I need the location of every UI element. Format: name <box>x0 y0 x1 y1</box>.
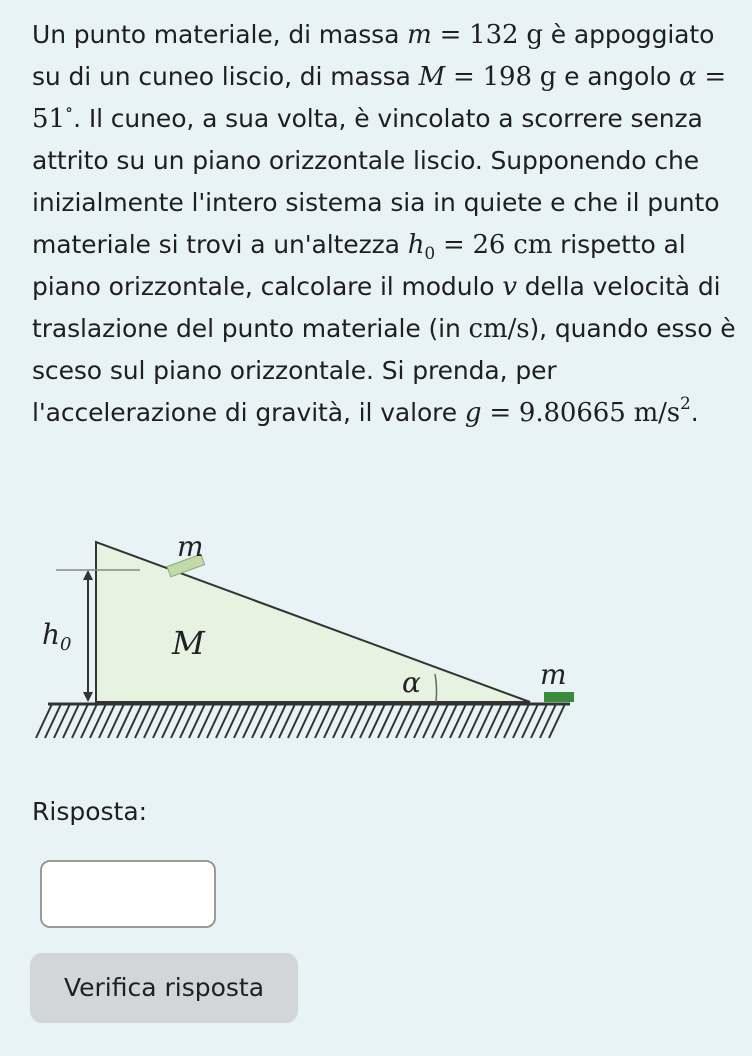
hatch-line <box>153 704 169 738</box>
hatch-line <box>495 704 511 738</box>
math-equals: = <box>442 230 465 260</box>
math-exp-2: 2 <box>680 394 691 414</box>
math-value-alpha: 51 <box>32 104 65 134</box>
problem-statement <box>32 14 747 434</box>
hatch-line <box>414 704 430 738</box>
block-on-ground <box>544 692 574 702</box>
hatch-line <box>171 704 187 738</box>
problem-text: . Il cuneo, a sua volta, è vincolato a scorrere senza attrito su un piano orizzontale liscio. Supponendo che inizialmente l'intero sistema sia in quiete e che il punto materiale si trovi a un'altezza <box>32 104 720 259</box>
math-value-g: 9.80665 <box>518 398 626 428</box>
hatch-line <box>81 704 97 738</box>
hatch-line <box>432 704 448 738</box>
label-m-top: m <box>177 530 204 563</box>
hatch-line <box>279 704 295 738</box>
math-unit-cm: cm <box>513 230 553 260</box>
hatch-line <box>162 704 178 738</box>
hatch-line <box>369 704 385 738</box>
hatch-line <box>450 704 466 738</box>
hatch-line <box>216 704 232 738</box>
math-equals: = <box>704 62 727 92</box>
label-alpha: α <box>402 666 421 699</box>
hatch-line <box>54 704 70 738</box>
hatch-line <box>441 704 457 738</box>
math-value-M: 198 <box>482 62 532 92</box>
label-h0: $h_0$ <box>42 618 72 655</box>
hatch-line <box>252 704 268 738</box>
hatch-line <box>378 704 394 738</box>
problem-text: della velocità di traslazione del punto materiale (in <box>32 272 721 343</box>
answer-input[interactable] <box>40 860 216 928</box>
hatch-line <box>243 704 259 738</box>
hatch-line <box>207 704 223 738</box>
problem-text: è appoggiato su di un cuneo liscio, di massa <box>32 20 715 91</box>
hatch-line <box>468 704 484 738</box>
hatch-line <box>225 704 241 738</box>
label-m-bottom: m <box>540 658 567 691</box>
math-var-m: m <box>407 20 432 50</box>
hatch-line <box>396 704 412 738</box>
math-var-alpha: α <box>679 62 697 92</box>
math-sub-0: 0 <box>424 244 436 264</box>
problem-text: e angolo <box>556 62 680 91</box>
hatch-line <box>522 704 538 738</box>
math-equals: = <box>439 20 462 50</box>
hatch-line <box>531 704 547 738</box>
hatch-line <box>405 704 421 738</box>
hatch-line <box>549 704 565 738</box>
math-unit-g: g <box>539 62 557 92</box>
hatch-line <box>180 704 196 738</box>
hatch-line <box>189 704 205 738</box>
problem-text: rispetto al piano orizzontale, calcolare il modulo <box>32 230 686 301</box>
hatch-line <box>99 704 115 738</box>
math-unit-cms: cm/s <box>468 314 530 344</box>
hatch-line <box>351 704 367 738</box>
hatch-line <box>540 704 556 738</box>
hatch-line <box>270 704 286 738</box>
hatch-line <box>342 704 358 738</box>
problem-text: Un punto materiale, di massa <box>32 20 408 49</box>
math-degree: ∘ <box>64 100 74 120</box>
problem-text: ), quando esso è sceso sul piano orizzontale. Si prenda, per l'accelerazione di gravità, il valore <box>32 314 736 427</box>
hatch-line <box>477 704 493 738</box>
hatch-line <box>306 704 322 738</box>
hatch-line <box>108 704 124 738</box>
math-value-h: 26 <box>472 230 506 260</box>
hatch-line <box>504 704 520 738</box>
math-equals: = <box>453 62 475 92</box>
hatch-line <box>261 704 277 738</box>
hatch-line <box>117 704 133 738</box>
answer-label: Risposta: <box>32 797 148 826</box>
hatch-line <box>387 704 403 738</box>
label-M: M <box>172 624 205 662</box>
math-var-v: v <box>502 272 517 302</box>
math-var-g: g <box>464 398 482 428</box>
hatch-line <box>126 704 142 738</box>
math-equals: = <box>489 398 512 428</box>
hatch-line <box>315 704 331 738</box>
hatch-line <box>90 704 106 738</box>
verify-answer-button[interactable]: Verifica risposta <box>30 953 298 1023</box>
hatch-line <box>513 704 529 738</box>
hatch-line <box>72 704 88 738</box>
hatch-line <box>144 704 160 738</box>
math-var-h: h <box>407 230 425 260</box>
hatch-line <box>486 704 502 738</box>
math-unit-g: g <box>526 20 543 50</box>
hatch-line <box>288 704 304 738</box>
ground-hatch-lines <box>36 704 565 738</box>
wedge-diagram <box>30 526 590 752</box>
math-unit-ms: m/s <box>633 398 681 428</box>
hatch-line <box>324 704 340 738</box>
math-value-m: 132 <box>469 20 519 50</box>
hatch-line <box>297 704 313 738</box>
hatch-line <box>63 704 79 738</box>
hatch-line <box>459 704 475 738</box>
hatch-line <box>36 704 52 738</box>
hatch-line <box>333 704 349 738</box>
hatch-line <box>234 704 250 738</box>
wedge-body <box>96 542 530 702</box>
hatch-line <box>45 704 61 738</box>
problem-text: . <box>690 398 699 427</box>
hatch-line <box>135 704 151 738</box>
height-arrow <box>83 570 93 702</box>
hatch-line <box>423 704 439 738</box>
hatch-line <box>360 704 376 738</box>
hatch-line <box>198 704 214 738</box>
math-var-M: M <box>418 62 446 92</box>
